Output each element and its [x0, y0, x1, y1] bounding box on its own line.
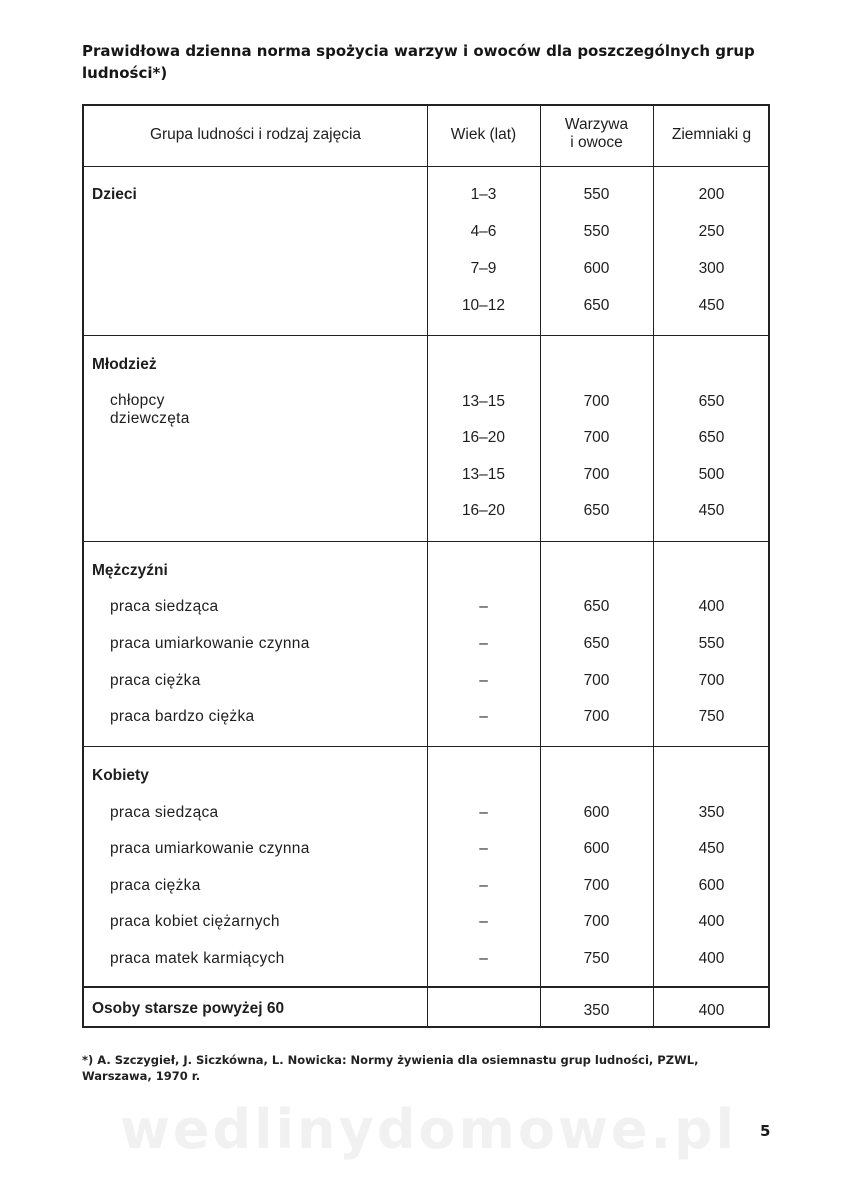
header-potatoes: Ziemniaki g	[671, 126, 752, 143]
table-cell-veg: 550	[583, 223, 610, 240]
table-cell-age: –	[479, 877, 488, 894]
table-cell-veg: 750	[583, 950, 610, 967]
table-cell-age: –	[479, 950, 488, 967]
table-cell-veg: 550	[583, 186, 610, 203]
table-cell-age: –	[479, 840, 488, 857]
row-label: praca umiarkowanie czynna	[110, 840, 310, 857]
table-cell-age: –	[479, 672, 488, 689]
table-cell-potatoes: 200	[698, 186, 725, 203]
table-cell-age: –	[479, 598, 488, 615]
subgroup-boys: chłopcy	[110, 392, 165, 409]
section-title-elderly: Osoby starsze powyżej 60	[92, 1000, 285, 1017]
subgroup-girls: dziewczęta	[110, 410, 190, 427]
header-divider	[84, 166, 768, 167]
table-cell-potatoes: 450	[698, 502, 725, 519]
table-cell-veg: 650	[583, 502, 610, 519]
table-cell-age: 10–12	[461, 297, 506, 314]
table-cell-age: 1–3	[470, 186, 497, 203]
table-cell-age: –	[479, 635, 488, 652]
page-title: Prawidłowa dzienna norma spożycia warzyw i owoców dla poszczególnych grup ludności*)	[82, 42, 755, 82]
table-cell-veg: 700	[583, 708, 610, 725]
table-cell-potatoes: 650	[698, 393, 725, 410]
section-title-men: Mężczyźni	[92, 562, 168, 579]
table-cell-veg: 700	[583, 466, 610, 483]
row-label: praca kobiet ciężarnych	[110, 913, 280, 930]
table-cell-veg: 650	[583, 598, 610, 615]
table-cell-veg: 600	[583, 840, 610, 857]
table-cell-potatoes: 650	[698, 429, 725, 446]
table-cell-veg: 700	[583, 672, 610, 689]
table-cell-potatoes: 450	[698, 840, 725, 857]
table-cell-veg: 600	[583, 260, 610, 277]
table-cell-age: 13–15	[461, 466, 506, 483]
table-cell-potatoes: 450	[698, 297, 725, 314]
table-cell-potatoes: 250	[698, 223, 725, 240]
section-title-youth: Młodzież	[92, 356, 157, 373]
header-group: Grupa ludności i rodzaj zajęcia	[149, 126, 362, 143]
table-cell-veg: 350	[583, 1002, 610, 1019]
header-veg-line2: i owoce	[570, 134, 623, 151]
header-veg-line1: Warzywa	[564, 116, 629, 133]
section-divider-4	[84, 986, 768, 988]
table-cell-potatoes: 700	[698, 672, 725, 689]
row-label: praca umiarkowanie czynna	[110, 635, 310, 652]
header-vegetables	[540, 116, 653, 152]
table-cell-potatoes: 500	[698, 466, 725, 483]
row-label: praca ciężka	[110, 877, 201, 894]
norms-table	[82, 104, 770, 1028]
section-title-women: Kobiety	[92, 767, 149, 784]
table-cell-age: 16–20	[461, 502, 506, 519]
table-cell-potatoes: 400	[698, 1002, 725, 1019]
watermark: wedlinydomowe.pl	[120, 1098, 738, 1161]
table-cell-potatoes: 750	[698, 708, 725, 725]
table-cell-age: –	[479, 913, 488, 930]
page-number: 5	[760, 1122, 771, 1140]
table-cell-age: –	[479, 708, 488, 725]
table-cell-potatoes: 550	[698, 635, 725, 652]
row-label: praca siedząca	[110, 598, 219, 615]
row-label: praca siedząca	[110, 804, 219, 821]
table-cell-veg: 650	[583, 635, 610, 652]
section-divider-1	[84, 335, 768, 336]
table-cell-potatoes: 400	[698, 950, 725, 967]
table-cell-age: 7–9	[470, 260, 497, 277]
table-cell-potatoes: 350	[698, 804, 725, 821]
table-cell-veg: 700	[583, 429, 610, 446]
header-age: Wiek (lat)	[450, 126, 517, 143]
table-cell-potatoes: 300	[698, 260, 725, 277]
table-cell-veg: 700	[583, 393, 610, 410]
row-label: praca bardzo ciężka	[110, 708, 255, 725]
table-cell-veg: 600	[583, 804, 610, 821]
table-cell-veg: 700	[583, 877, 610, 894]
table-cell-age: 4–6	[470, 223, 497, 240]
table-cell-age: –	[479, 804, 488, 821]
table-cell-potatoes: 400	[698, 598, 725, 615]
table-cell-veg: 700	[583, 913, 610, 930]
table-cell-age: 16–20	[461, 429, 506, 446]
row-label: praca matek karmiących	[110, 950, 285, 967]
section-divider-3	[84, 746, 768, 747]
footnote: *) A. Szczygieł, J. Siczkówna, L. Nowicka: Normy żywienia dla osiemnastu grup ludności, PZWL, Warszawa, 1970 r.	[82, 1053, 699, 1083]
table-cell-potatoes: 600	[698, 877, 725, 894]
section-title-children: Dzieci	[92, 186, 137, 203]
table-cell-age: 13–15	[461, 393, 506, 410]
row-label: praca ciężka	[110, 672, 201, 689]
table-cell-potatoes: 400	[698, 913, 725, 930]
section-divider-2	[84, 541, 768, 542]
table-cell-veg: 650	[583, 297, 610, 314]
